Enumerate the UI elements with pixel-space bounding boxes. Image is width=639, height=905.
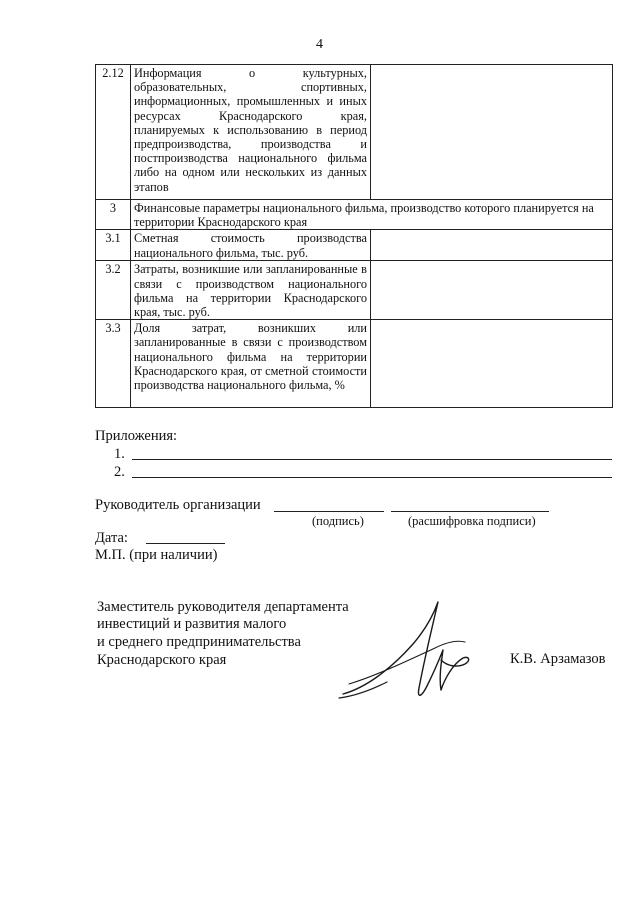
- row-description: Затраты, возникшие или запланированные в связи с производством национального фильма на территории Краснодарского края, тыс. руб.: [131, 261, 371, 320]
- row-description: Информация о культурных, образовательных, спортивных, информационных, промышленных и иных ресурсах Краснодарского края, планируемых к использованию в период предпроизводства, производства и постпроизводства национального фильма либо на одном или нескольких из данных этапов: [131, 65, 371, 200]
- attachment-number: 2.: [114, 464, 125, 480]
- row-value-cell: [371, 320, 613, 408]
- attachment-number: 1.: [114, 446, 125, 462]
- row-description: Доля затрат, возникших или запланированные в связи с производством национального фильма на территории Краснодарского края, от сметной стоимости производства национального фильма, %: [131, 320, 371, 408]
- seal-label: М.П. (при наличии): [95, 547, 218, 563]
- official-title-line: Краснодарского края: [97, 652, 227, 668]
- row-value-cell: [371, 65, 613, 200]
- row-number: 3.3: [96, 320, 131, 408]
- parameters-table: [95, 64, 613, 408]
- official-title-line: и среднего предпринимательства: [97, 634, 301, 650]
- table-row: [96, 200, 613, 230]
- head-label: Руководитель организации: [95, 497, 261, 513]
- date-label: Дата:: [95, 530, 128, 546]
- row-value-cell: [371, 230, 613, 261]
- signature-caption: (подпись): [312, 514, 364, 528]
- decoding-line: [391, 511, 549, 512]
- table-row: [96, 65, 613, 200]
- official-title-line: инвестиций и развития малого: [97, 616, 287, 632]
- row-number: 3.1: [96, 230, 131, 261]
- official-title-line: Заместитель руководителя департамента: [97, 599, 349, 615]
- table-row: [96, 230, 613, 261]
- decoding-caption: (расшифровка подписи): [408, 514, 536, 528]
- row-value-cell: [371, 261, 613, 320]
- handwritten-signature: [335, 598, 475, 706]
- signature-line: [274, 511, 384, 512]
- attachments-heading: Приложения:: [95, 428, 178, 444]
- row-number: 3.2: [96, 261, 131, 320]
- attachment-line: [132, 477, 612, 478]
- row-number: 2.12: [96, 65, 131, 200]
- table-row: [96, 320, 613, 408]
- table-row: [96, 261, 613, 320]
- date-line: [146, 543, 225, 544]
- page-number: 4: [316, 37, 323, 52]
- official-name: К.В. Арзамазов: [510, 651, 606, 667]
- attachment-line: [132, 459, 612, 460]
- row-number: 3: [96, 200, 131, 230]
- section-heading: Финансовые параметры национального фильма, производство которого планируется на территории Краснодарского края: [131, 200, 613, 230]
- row-description: Сметная стоимость производства национального фильма, тыс. руб.: [131, 230, 371, 261]
